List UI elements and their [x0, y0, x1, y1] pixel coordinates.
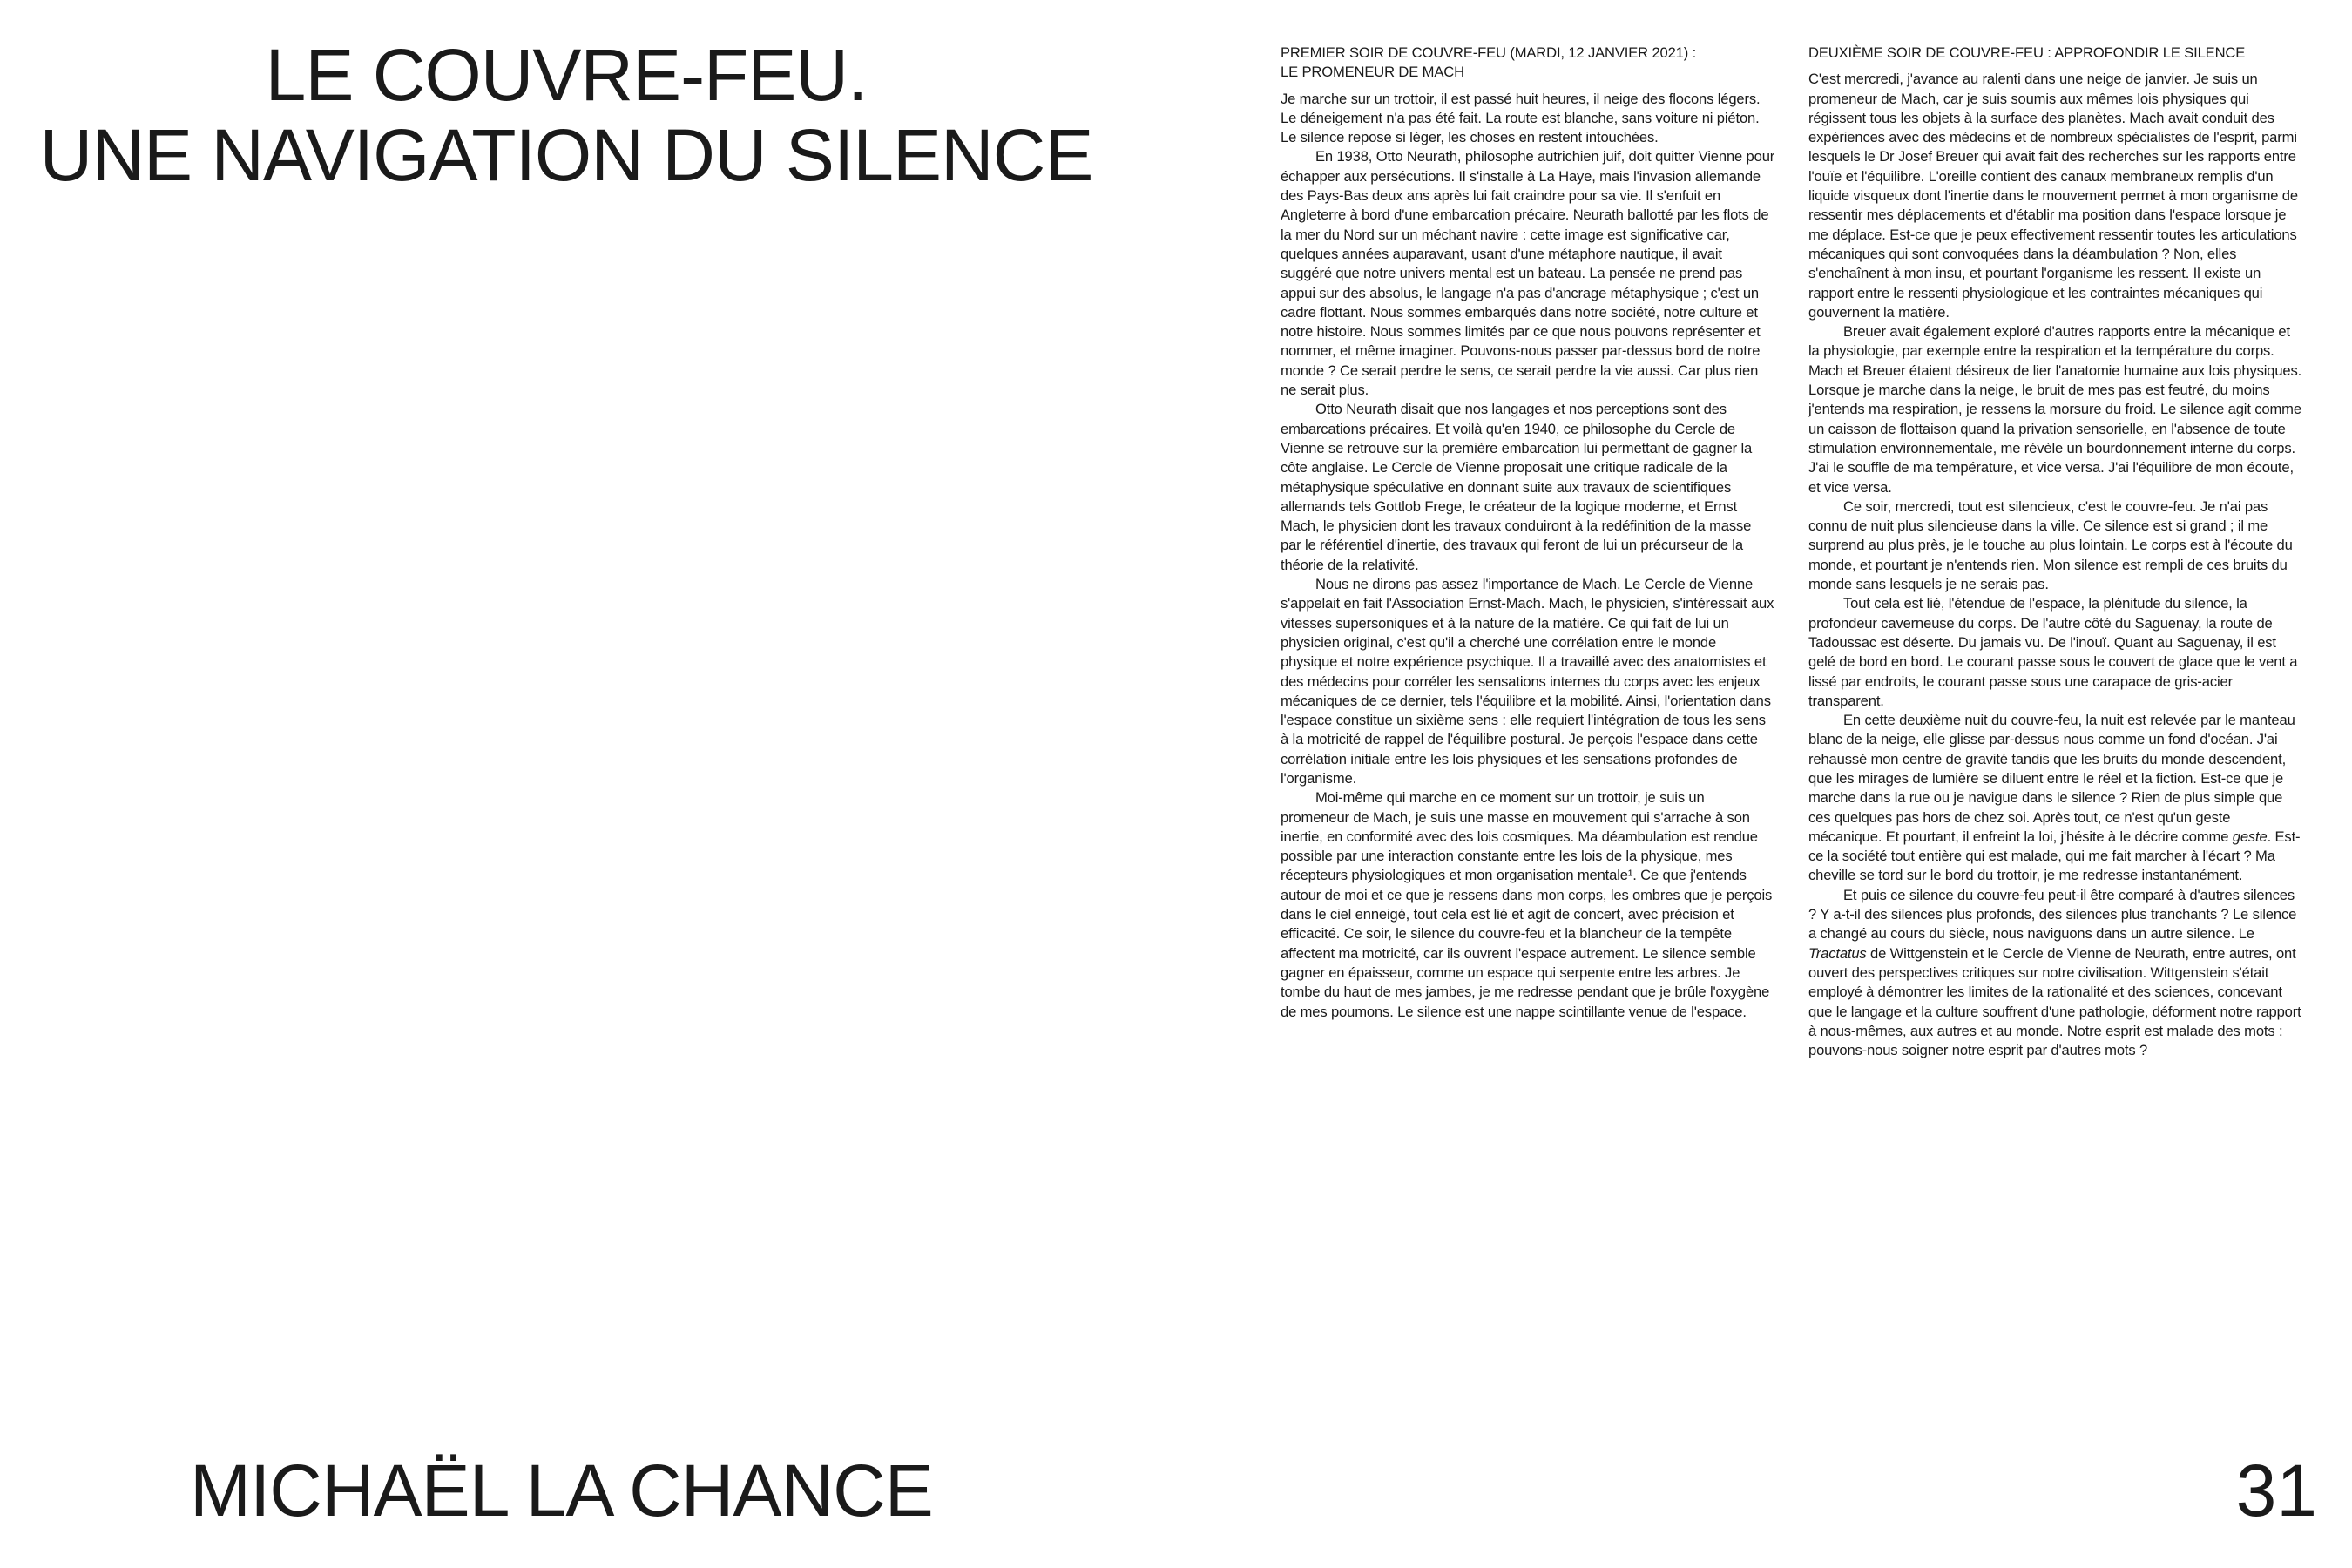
left-heading-line-2: LE PROMENEUR DE MACH	[1281, 64, 1464, 81]
paragraph: Tout cela est lié, l'étendue de l'espace, la plénitude du silence, la profondeur caverneuse du corps. De l'autre côté du Saguenay, la route de Tadoussac est déserte. Du jamais vu. De l'inouï. Quant au Saguenay, il est gelé de bord en bord. Le courant passe sous le couvert de glace que le vent a lissé par endroits, le courant passe sous une carapace de gris-acier transparent.	[1808, 595, 2298, 709]
text-run: de Wittgenstein et le Cercle de Vienne de Neurath, entre autres, ont ouvert des perspectives critiques sur notre civilisation. Wittgenstein s'était employé à démontrer les limites de la rationalité et des sciences, concevant que le langage et la culture souffrent d'une pathologie, déforment notre rapport à nous-mêmes, aux autres et au monde. Notre esprit est malade des mots : pouvons-nous soigner notre esprit par d'autres mots ?	[1808, 944, 2301, 1059]
paragraph	[1808, 886, 2303, 1061]
text-run: En cette deuxième nuit du couvre-feu, la nuit est relevée par le manteau blanc de la neige, elle glisse par-dessus nous comme un fond d'océan. J'ai rehaussé mon centre de gravité tandis que les bruits du monde descendent, que les mirages de lumière se diluent entre le réel et la fiction. Est-ce que je marche dans la rue ou je navigue dans le silence ? Rien de plus simple que ces quelques pas hors de chez soi. Après tout, ce n'est qu'un geste mécanique. Et pourtant, il enfreint la loi, j'hésite à le décrire comme	[1808, 712, 2295, 845]
left-column-heading	[1281, 44, 1775, 83]
left-heading-line-1: PREMIER SOIR DE COUVRE-FEU (MARDI, 12 JANVIER 2021) :	[1281, 44, 1697, 61]
text-run: Et puis ce silence du couvre-feu peut-il être comparé à d'autres silences ? Y a-t-il des silences plus profonds, des silences plus tranchants ? Le silence a changé au cours du siècle, nous naviguons dans un autre silence. Le	[1808, 886, 2297, 943]
paragraph: Nous ne dirons pas assez l'importance de Mach. Le Cercle de Vienne s'appelait en fait l'Association Ernst-Mach. Mach, le physicien, s'intéressait aux vitesses supersoniques et à la nature de la matière. Ce qui fait de lui un physicien original, c'est qu'il a cherché une corrélation entre le monde physique et notre expérience psychique. Il a travaillé avec des anatomistes et des médecins pour corréler les sensations internes du corps avec les enjeux mécaniques de ce dernier, tels l'équilibre et la mobilité. Ainsi, l'orientation dans l'espace constitue un sixième sens : elle requiert l'intégration de tous les sens à la motricité de rappel de l'équilibre postural. Je perçois l'espace dans cette corrélation initiale entre les lois physiques et les sensations profondes de l'organisme.	[1281, 576, 1774, 787]
paragraph: Breuer avait également exploré d'autres rapports entre la mécanique et la physiologie, par exemple entre la respiration et la température du corps. Mach et Breuer étaient désireux de lier l'anatomie humaine aux lois physiques. Lorsque je marche dans la neige, le bruit de mes pas est feutré, du moins j'entends ma respiration, je ressens la morsure du froid. Le silence agit comme un caisson de flottaison quand la privation sensorielle, en l'absence de toute stimulation environnementale, me révèle un bourdonnement interne du corps. J'ai le souffle de ma température, et vice versa. J'ai l'équilibre de mon écoute, et vice versa.	[1808, 323, 2302, 496]
italic-title: Tractatus	[1808, 944, 1867, 962]
paragraph: C'est mercredi, j'avance au ralenti dans une neige de janvier. Je suis un promeneur de Mach, car je suis soumis aux mêmes lois physiques qui régissent tous les objets à la surface des planètes. Mach avait conduit des expériences avec des médecins et de nombreux spécialistes de l'esprit, parmi lesquels le Dr Josef Breuer qui avait fait des recherches sur les rapports entre l'ouïe et l'équilibre. L'oreille contient des canaux membraneux remplis d'un liquide visqueux dont l'inertie dans le mouvement permet à mon organisme de ressentir mes déplacements et d'établir ma position dans l'espace lorsque je me déplace. Est-ce que je peux effectivement ressentir toutes les articulations mécaniques qui sont convoquées dans la déambulation ? Non, elles s'enchaînent à mon insu, et pourtant l'organisme les ressent. Il existe un rapport entre le ressenti physiologique et les contraintes mécaniques qui gouvernent la matière.	[1808, 71, 2298, 321]
title-line-2: UNE NAVIGATION DU SILENCE	[39, 114, 1093, 196]
article-title	[0, 35, 1132, 195]
paragraph: En 1938, Otto Neurath, philosophe autrichien juif, doit quitter Vienne pour échapper aux persécutions. Il s'installe à La Haye, mais l'invasion allemande des Pays-Bas deux ans après lui fait craindre pour sa vie. Il s'enfuit en Angleterre à bord d'une embarcation précaire. Neurath ballotté par les flots de la mer du Nord sur un méchant navire : cette image est significative car, quelques années auparavant, usant d'une métaphore nautique, il avait suggéré que notre univers mental est un bateau. La pensée ne prend pas appui sur des absolus, le langage n'a pas d'ancrage métaphysique ; c'est un cadre flottant. Nous sommes embarqués dans notre société, notre culture et notre histoire. Nous sommes limités par ce que nous pouvons représenter et nommer, et même imaginer. Pouvons-nous passer par-dessus bord de notre monde ? Ce serait perdre le sens, ce serait perdre la vie aussi. Car plus rien ne serait plus.	[1281, 148, 1775, 399]
left-text-column	[1281, 44, 1775, 1022]
paragraph: Ce soir, mercredi, tout est silencieux, c'est le couvre-feu. Je n'ai pas connu de nuit plus silencieuse dans la ville. Ce silence est si grand ; il me surprend au plus près, je le touche au plus lointain. Le corps est à l'écoute du monde, et pourtant je n'entends rien. Mon silence est rempli de ces bruits du monde sans lesquels je ne serais pas.	[1808, 497, 2293, 593]
paragraph	[1808, 711, 2303, 886]
italic-word: geste	[2232, 828, 2268, 845]
text-run: . Est-ce la société tout entière qui est malade, qui me fait marcher à l'écart ? Ma cheville se tord sur le bord du trottoir, je me redresse instantanément.	[1808, 828, 2301, 884]
author-name: MICHAËL LA CHANCE	[190, 1450, 933, 1531]
right-text-column	[1808, 44, 2303, 1060]
title-line-1: LE COUVRE-FEU.	[265, 34, 868, 116]
paragraph: Otto Neurath disait que nos langages et nos perceptions sont des embarcations précaires. Et voilà qu'en 1940, ce philosophe du Cercle de Vienne se retrouve sur la première embarcation lui permettant de gagner la côte anglaise. Le Cercle de Vienne proposait une critique radicale de la métaphysique spéculative en donnant suite aux travaux de scientifiques allemands tels Gottlob Frege, le créateur de la logique moderne, et Ernst Mach, le physicien dont les travaux conduiront à la redéfinition de la masse par le référentiel d'inertie, des travaux qui feront de lui un précurseur de la théorie de la relativité.	[1281, 401, 1753, 573]
paragraph: Moi-même qui marche en ce moment sur un trottoir, je suis un promeneur de Mach, je suis une masse en mouvement qui s'arrache à son inertie, en conformité avec des lois cosmiques. Ma déambulation est rendue possible par une interaction constante entre les lois de la physique, mes récepteurs physiologiques et mon organisation mentale¹. Ce que j'entends autour de moi et ce que je ressens dans mon corps, les ombres que je perçois dans le ciel enneigé, tout cela est lié et agit de concert, avec précision et efficacité. Ce soir, le silence du couvre-feu et la blancheur de la tempête affectent ma motricité, car ils ouvrent l'espace autrement. Le silence semble gagner en épaisseur, comme un espace qui serpente entre les arbres. Je tombe du haut de mes jambes, je me redresse pendant que je brûle l'oxygène de mes poumons. Le silence est une nappe scintillante venue de l'espace.	[1281, 789, 1773, 1020]
page-number: 31	[2235, 1450, 2317, 1531]
right-column-heading: DEUXIÈME SOIR DE COUVRE-FEU : APPROFONDIR LE SILENCE	[1808, 44, 2246, 61]
paragraph: Je marche sur un trottoir, il est passé huit heures, il neige des flocons légers. Le déneigement n'a pas été fait. La route est blanche, sans voiture ni piéton. Le silence repose si léger, les choses en restent intouchées.	[1281, 90, 1761, 146]
